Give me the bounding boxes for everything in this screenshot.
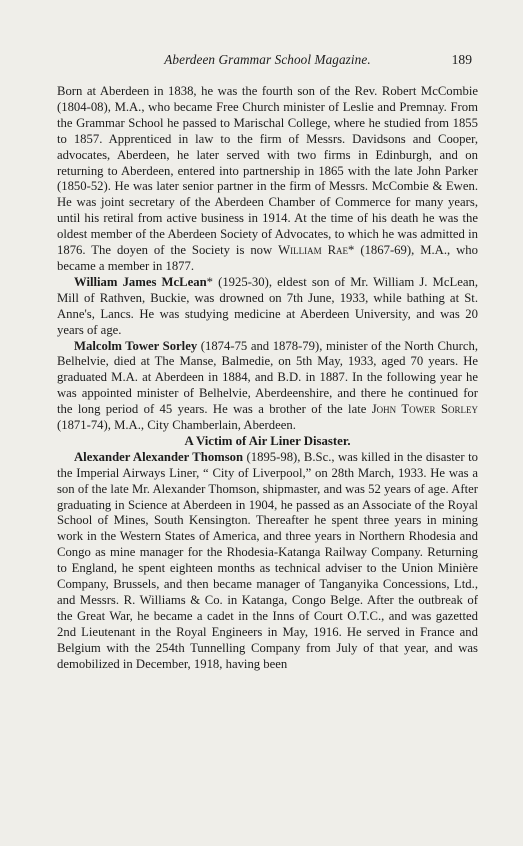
paragraph-thomson: [57, 450, 478, 673]
name-john-tower-sorley: John Tower Sorley: [371, 402, 478, 417]
paragraph-mclean-text: * (1925-30), eldest son of Mr. William J. McLean, Mill of Rathven, Buckie, was drowned on 7th June, 1933, while bathing at St. Anne's, Lancs. He was studying medicine at Aberdeen University, and was 20 years of age.: [57, 274, 478, 337]
paragraph-sorley-text: (1874-75 and 1878-79), minister of the North Church, Belhelvie, died at The Manse, Balmedie, on 5th May, 1933, aged 70 years. He graduated M.A. at Aberdeen in 1884, and B.D. in 1887. In the following year he was appointed minister of Belhelvie, Aberdeenshire, and there he continued for the long period of 45 years. He was a brother of the late: [57, 338, 478, 417]
article-body: [57, 84, 478, 673]
page-number: 189: [451, 52, 472, 67]
section-heading: A Victim of Air Liner Disaster.: [184, 433, 351, 448]
paragraph-thomson-text: (1895-98), B.Sc., was killed in the disaster to the Imperial Airways Liner, “ City of Liverpool,” on 28th March, 1933. He was a son of the late Mr. Alexander Thomson, shipmaster, and was 52 years of age. After graduating in Science at Aberdeen in 1904, he passed as an Associate of the Royal School of Mines, South Kensington. Thereafter he spent three years in mining work in the Western States of America, and three years in Northern Rhodesia and Congo as mine manager for the Rhodesia-Katanga Railway Company. Returning to England, he spent eighteen months as technical adviser to the Union Minière Company, Brussels, and then became manager of Tanganyika Concessions, Ltd., and Messrs. R. Williams & Co. in Katanga, Congo Belge. After the outbreak of the Great War, he became a cadet in the Inns of Court O.T.C., and was gazetted 2nd Lieutenant in the Royal Engineers in May, 1916. He served in France and Belgium with the 254th Tunnelling Company from July of that year, and was demobilized in December, 1918, having been: [57, 449, 478, 671]
journal-title: Aberdeen Grammar School Magazine.: [164, 52, 371, 67]
paragraph-sorley: [57, 339, 478, 434]
paragraph-mccombie-tail: * (1867-69), M.A., who became a member in 1877.: [57, 243, 478, 273]
name-william-james-mclean: William James McLean: [74, 274, 207, 289]
name-malcolm-tower-sorley: Malcolm Tower Sorley: [74, 338, 198, 353]
paragraph-mclean: [57, 275, 478, 339]
name-alexander-alexander-thomson: Alexander Alexander Thomson: [74, 449, 244, 464]
paragraph-mccombie-text: Born at Aberdeen in 1838, he was the fourth son of the Rev. Robert McCombie (1804-08), M.A., who became Free Church minister of Leslie and Premnay. From the Grammar School he passed to Marischal College, where he studied from 1855 to 1857. Apprenticed in law to the firm of Messrs. Davidsons and Cooper, advocates, Aberdeen, he later served with two firms in Edinburgh, and on returning to Aberdeen, entered into partnership in 1865 with the late John Parker (1850-52). He was later senior partner in the firm of Messrs. McCombie & Ewen. He was joint secretary of the Aberdeen Chamber of Commerce for many years, until his retiral from active business in 1914. At the time of his death he was the oldest member of the Aberdeen Society of Advocates, to which he was admitted in 1876. The doyen of the Society is now: [57, 84, 478, 258]
paragraph-sorley-tail: (1871-74), M.A., City Chamberlain, Aberdeen.: [57, 418, 296, 433]
paragraph-mccombie: [57, 84, 478, 275]
name-william-rae: William Rae: [278, 243, 349, 258]
running-head: [57, 52, 478, 74]
